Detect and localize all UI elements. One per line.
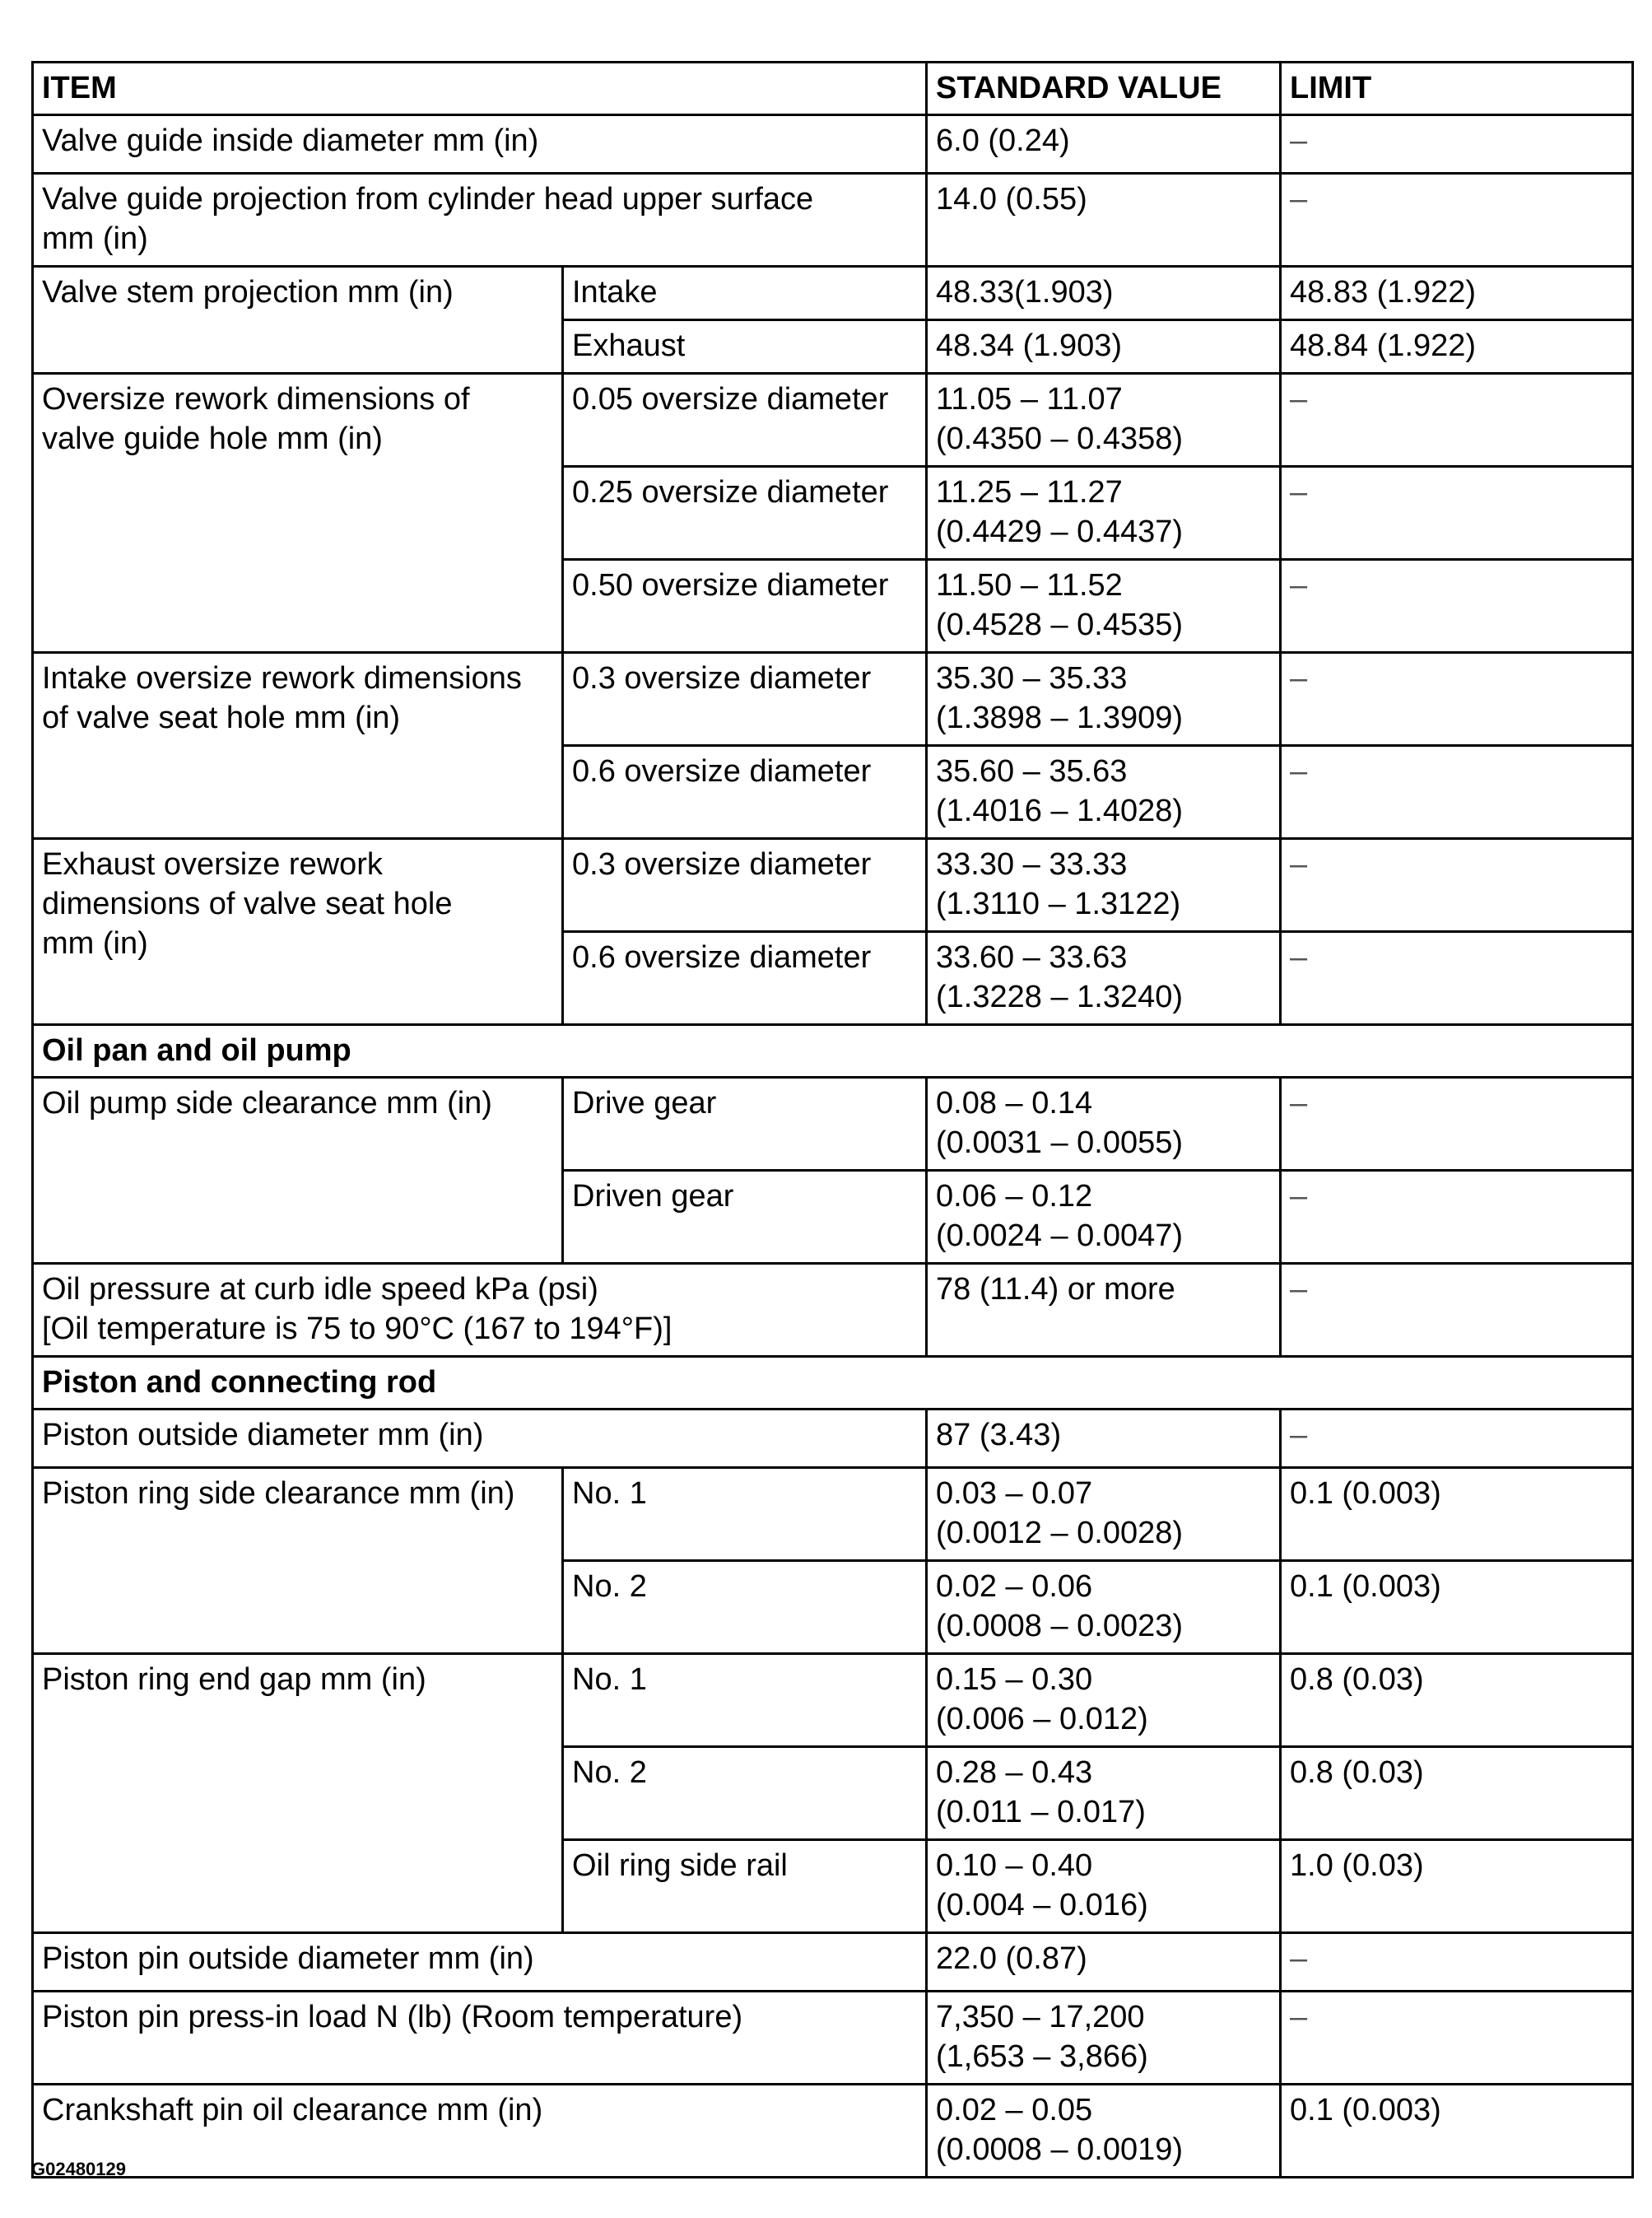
standard-cell: 87 (3.43) [927,1410,1281,1468]
standard-line: (1.4016 – 1.4028) [936,794,1184,828]
sub-item-cell: 0.3 oversize diameter [563,653,927,746]
table-header-row [33,63,1633,115]
sub-item-cell: No. 1 [563,1654,927,1747]
standard-line: (0.011 – 0.017) [936,1795,1146,1829]
table-row [33,1933,1633,1992]
standard-cell: 48.34 (1.903) [927,320,1281,374]
sub-item-cell: Oil ring side rail [563,1840,927,1933]
limit-cell: – [1281,560,1633,653]
table-row [33,839,1633,932]
sub-item-cell: 0.25 oversize diameter [563,467,927,560]
table-row [33,174,1633,267]
standard-line: 11.25 – 11.27 [936,475,1123,510]
standard-cell: 14.0 (0.55) [927,174,1281,267]
item-line: mm (in) [42,221,148,256]
table-row [33,1078,1633,1171]
item-line: of valve seat hole mm (in) [42,701,401,735]
item-cell: Piston ring end gap mm (in) [33,1654,563,1933]
item-cell: Piston pin outside diameter mm (in) [33,1933,927,1992]
sub-item-cell: No. 1 [563,1468,927,1561]
standard-cell [927,467,1281,560]
item-cell: Oil pump side clearance mm (in) [33,1078,563,1264]
standard-cell [927,1171,1281,1264]
standard-cell [927,560,1281,653]
standard-line: 0.06 – 0.12 [936,1179,1093,1214]
standard-cell [927,1840,1281,1933]
limit-cell: 0.1 (0.003) [1281,1561,1633,1654]
header-limit: LIMIT [1281,63,1633,115]
standard-cell [927,374,1281,467]
standard-cell: 6.0 (0.24) [927,115,1281,174]
standard-line: 35.30 – 35.33 [936,661,1128,696]
sub-item-cell: No. 2 [563,1747,927,1840]
limit-cell: – [1281,839,1633,932]
limit-cell: 0.8 (0.03) [1281,1654,1633,1747]
standard-line: (0.006 – 0.012) [936,1702,1148,1736]
standard-cell [927,2085,1281,2178]
item-line: Oil pressure at curb idle speed kPa (psi) [42,1272,598,1307]
standard-line: 35.60 – 35.63 [936,754,1128,789]
standard-cell [927,839,1281,932]
item-line: [Oil temperature is 75 to 90°C (167 to 194°F)] [42,1312,672,1346]
sub-item-cell: No. 2 [563,1561,927,1654]
sub-item-cell: Drive gear [563,1078,927,1171]
sub-item-cell: Intake [563,267,927,320]
table-row [33,1468,1633,1561]
section-heading-oil-pan: Oil pan and oil pump [33,1025,1633,1078]
standard-line: (0.0031 – 0.0055) [936,1125,1184,1160]
item-line: Oversize rework dimensions of [42,382,470,417]
sub-item-cell: 0.6 oversize diameter [563,746,927,839]
limit-cell: 48.84 (1.922) [1281,320,1633,374]
table-row [33,1264,1633,1357]
item-cell [33,653,563,839]
item-cell: Piston pin press-in load N (lb) (Room temperature) [33,1992,927,2085]
item-line: Intake oversize rework dimensions [42,661,522,696]
standard-line: 0.03 – 0.07 [936,1476,1093,1511]
standard-line: 0.08 – 0.14 [936,1086,1093,1121]
limit-cell: – [1281,467,1633,560]
item-cell: Crankshaft pin oil clearance mm (in) [33,2085,927,2178]
standard-line: (0.0012 – 0.0028) [936,1516,1184,1550]
standard-cell [927,1078,1281,1171]
item-cell [33,374,563,653]
limit-cell: – [1281,1264,1633,1357]
standard-line: (0.4429 – 0.4437) [936,515,1184,549]
item-line: Exhaust oversize rework [42,847,383,882]
item-cell: Piston ring side clearance mm (in) [33,1468,563,1654]
item-line: mm (in) [42,926,148,961]
standard-line: 0.02 – 0.05 [936,2093,1093,2127]
sub-item-cell: 0.05 oversize diameter [563,374,927,467]
specification-table [31,61,1634,2178]
standard-line: (0.0008 – 0.0023) [936,1609,1184,1643]
table-row [33,267,1633,320]
limit-cell: 48.83 (1.922) [1281,267,1633,320]
standard-line: (1,653 – 3,866) [936,2039,1148,2074]
item-cell: Valve guide inside diameter mm (in) [33,115,927,174]
standard-line: 33.30 – 33.33 [936,847,1128,882]
header-item: ITEM [33,63,927,115]
table-row [33,1410,1633,1468]
item-line: valve guide hole mm (in) [42,422,383,456]
standard-line: 11.50 – 11.52 [936,568,1123,603]
standard-cell [927,1747,1281,1840]
table-row [33,1654,1633,1747]
table-row [33,374,1633,467]
sub-item-cell: 0.50 oversize diameter [563,560,927,653]
standard-line: 0.10 – 0.40 [936,1848,1093,1883]
limit-cell: – [1281,1410,1633,1468]
standard-cell [927,1992,1281,2085]
standard-line: 0.02 – 0.06 [936,1569,1093,1604]
item-line: dimensions of valve seat hole [42,887,453,921]
standard-cell [927,746,1281,839]
section-heading-piston: Piston and connecting rod [33,1357,1633,1410]
limit-cell: – [1281,1992,1633,2085]
standard-cell [927,932,1281,1025]
table-row [33,115,1633,174]
table-row [33,653,1633,746]
sub-item-cell: 0.6 oversize diameter [563,932,927,1025]
limit-cell: – [1281,746,1633,839]
standard-line: (0.0008 – 0.0019) [936,2132,1184,2167]
table-row [33,2085,1633,2178]
standard-line: (1.3228 – 1.3240) [936,980,1184,1014]
standard-line: (0.4528 – 0.4535) [936,608,1184,642]
item-cell [33,839,563,1025]
limit-cell: – [1281,174,1633,267]
header-standard-value: STANDARD VALUE [927,63,1281,115]
standard-line: (0.004 – 0.016) [936,1888,1148,1922]
standard-line: (0.0024 – 0.0047) [936,1219,1184,1253]
standard-cell [927,653,1281,746]
standard-line: 7,350 – 17,200 [936,2000,1145,2034]
item-cell [33,1264,927,1357]
standard-line: 0.15 – 0.30 [936,1662,1093,1697]
item-cell [33,174,927,267]
limit-cell: – [1281,1933,1633,1992]
limit-cell: – [1281,653,1633,746]
sub-item-cell: Driven gear [563,1171,927,1264]
standard-line: (1.3898 – 1.3909) [936,701,1184,735]
limit-cell: 1.0 (0.03) [1281,1840,1633,1933]
table-row [33,1992,1633,2085]
figure-code: G02480129 [31,2159,126,2179]
item-cell: Piston outside diameter mm (in) [33,1410,927,1468]
item-line: Valve guide projection from cylinder head upper surface [42,182,814,217]
limit-cell: – [1281,374,1633,467]
section-row [33,1357,1633,1410]
section-row [33,1025,1633,1078]
limit-cell: – [1281,1078,1633,1171]
limit-cell: 0.8 (0.03) [1281,1747,1633,1840]
standard-line: (1.3110 – 1.3122) [936,887,1181,921]
standard-cell [927,1561,1281,1654]
standard-line: 33.60 – 33.63 [936,940,1128,975]
item-cell: Valve stem projection mm (in) [33,267,563,374]
standard-cell: 78 (11.4) or more [927,1264,1281,1357]
standard-cell [927,1654,1281,1747]
standard-cell [927,1468,1281,1561]
standard-line: (0.4350 – 0.4358) [936,422,1184,456]
limit-cell: – [1281,115,1633,174]
limit-cell: 0.1 (0.003) [1281,1468,1633,1561]
sub-item-cell: 0.3 oversize diameter [563,839,927,932]
standard-line: 0.28 – 0.43 [936,1755,1093,1790]
limit-cell: – [1281,1171,1633,1264]
standard-line: 11.05 – 11.07 [936,382,1123,417]
standard-cell: 22.0 (0.87) [927,1933,1281,1992]
sub-item-cell: Exhaust [563,320,927,374]
standard-cell: 48.33(1.903) [927,267,1281,320]
limit-cell: 0.1 (0.003) [1281,2085,1633,2178]
limit-cell: – [1281,932,1633,1025]
